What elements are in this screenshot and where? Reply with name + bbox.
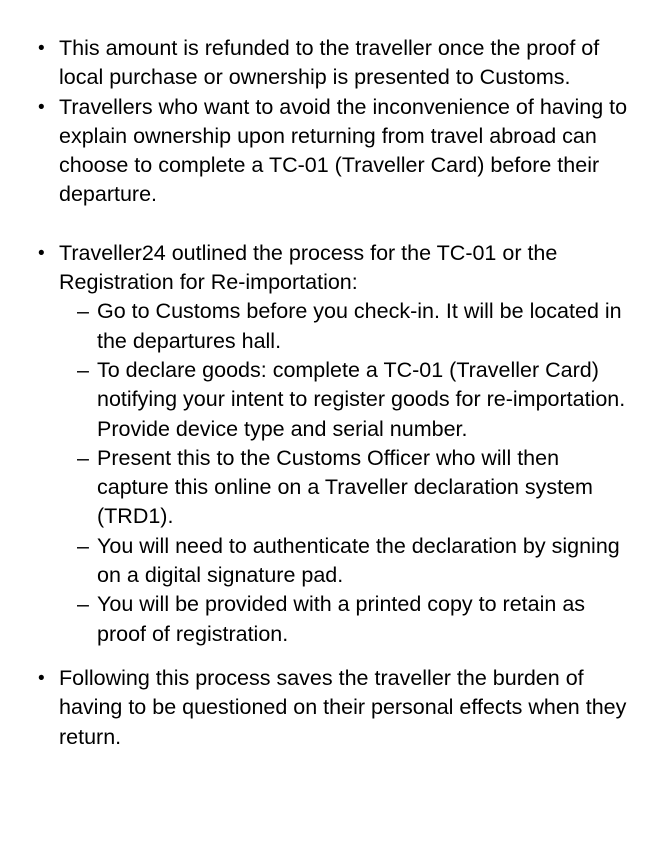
bullet-dot: • (38, 38, 45, 59)
sub-item-text: To declare goods: complete a TC-01 (Traveller Card) notifying your intent to register goods for re-importation. Provide device type and serial number. (97, 357, 626, 441)
sub-list-item (0, 297, 650, 356)
bullet-dot: • (38, 667, 45, 689)
sub-dash: – (77, 592, 89, 617)
bullet-text: This amount is refunded to the traveller once the proof of local purchase or ownership is presented to Customs. (59, 36, 600, 90)
bullet-dot: • (38, 242, 45, 264)
bullet-item (0, 34, 650, 93)
spacer (0, 210, 650, 239)
bullet-item (0, 664, 650, 752)
bullet-item (0, 93, 650, 210)
sub-item-text: Present this to the Customs Officer who will then capture this online on a Traveller declaration system (TRD1). (97, 445, 593, 529)
sub-dash: – (77, 445, 89, 470)
sub-list-item (0, 356, 650, 444)
sub-list-item (0, 532, 650, 591)
bullet-dot: • (38, 96, 45, 118)
sub-item-text: You will need to authenticate the declaration by signing on a digital signature pad. (97, 533, 620, 588)
sub-dash: – (77, 357, 89, 382)
spacer (0, 649, 650, 664)
bullet-item (0, 239, 650, 298)
sub-dash: – (77, 299, 89, 324)
document-body (0, 34, 650, 752)
bullet-text: Following this process saves the traveller the burden of having to be questioned on their personal effects when they return. (59, 665, 627, 749)
sub-list-item (0, 444, 650, 532)
sub-dash: – (77, 533, 89, 558)
bullet-text: Traveller24 outlined the process for the TC-01 or the Registration for Re-importation: (59, 240, 558, 295)
bullet-text: Travellers who want to avoid the inconvenience of having to explain ownership upon returning from travel abroad can choose to complete a TC-01 (Traveller Card) before their departure. (59, 94, 628, 207)
sub-list-item (0, 590, 650, 649)
sub-item-text: Go to Customs before you check-in. It will be located in the departures hall. (97, 299, 622, 353)
sub-item-text: You will be provided with a printed copy to retain as proof of registration. (97, 592, 586, 646)
